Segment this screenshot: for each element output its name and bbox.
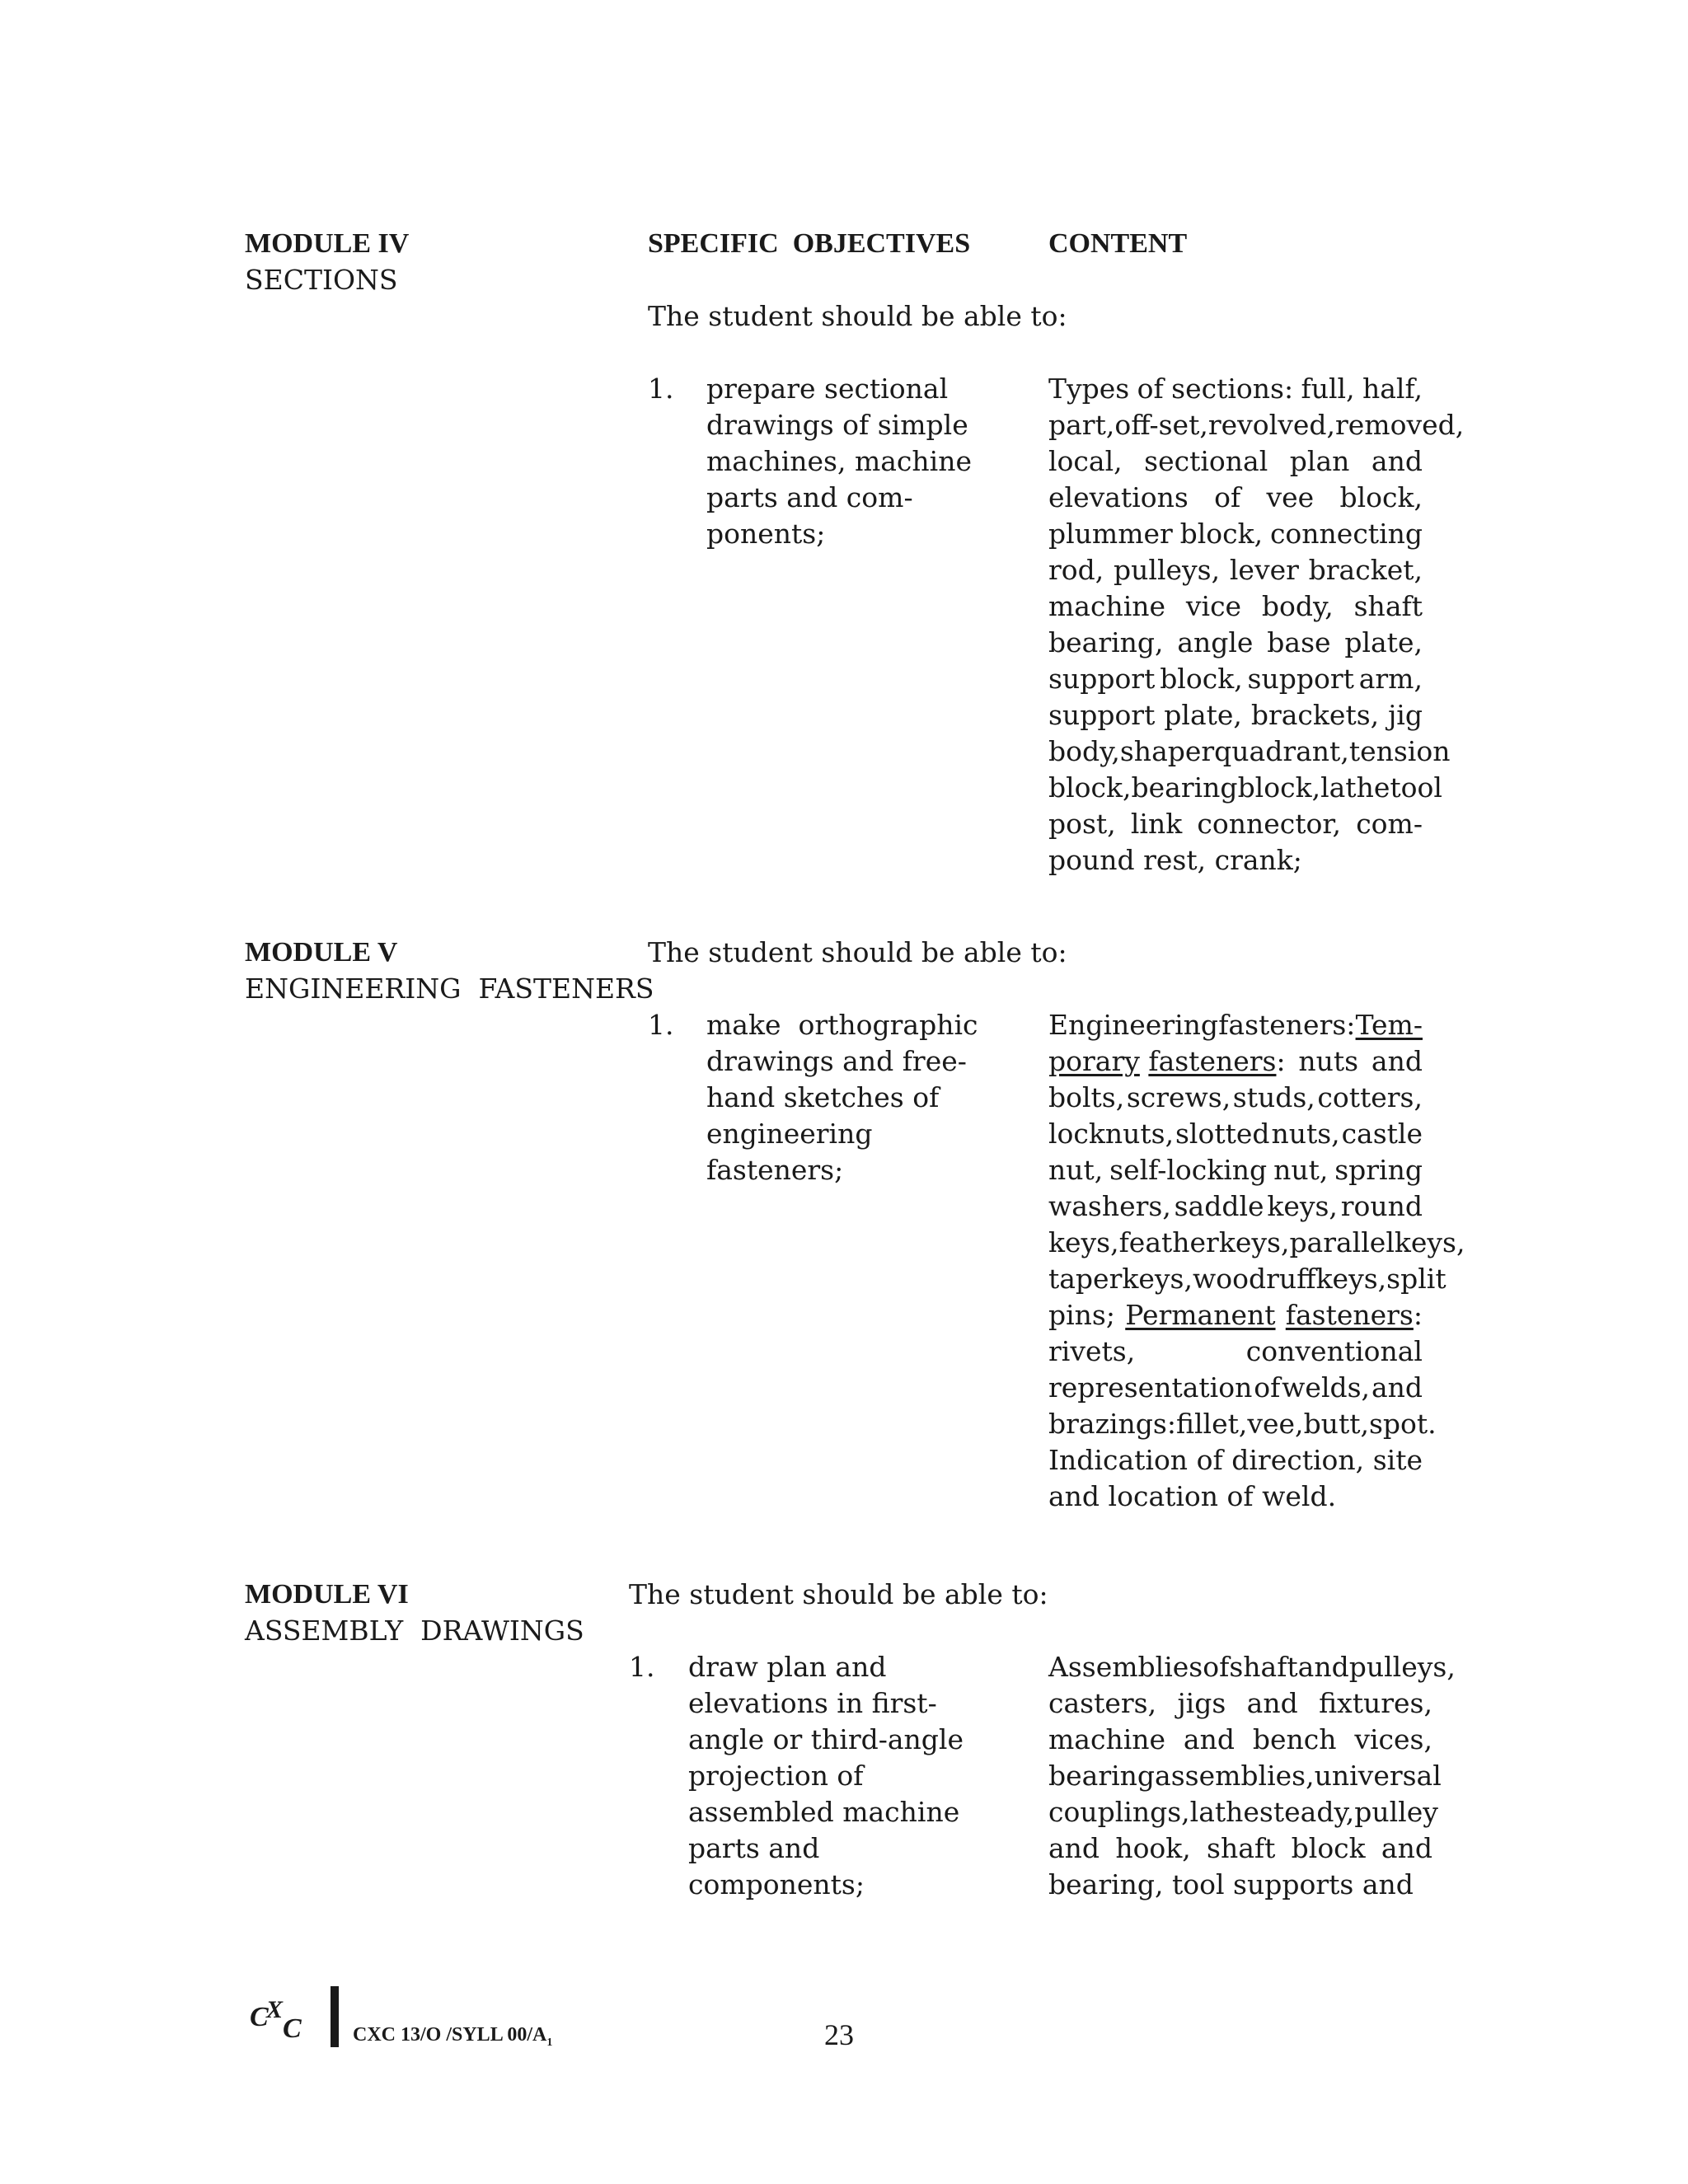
objective-line: drawings and free- (706, 1045, 967, 1077)
content-line: Indication of direction, site (1048, 1444, 1423, 1476)
content-header: CONTENT (1048, 228, 1188, 259)
content-line: block, bearing block, lathe tool (1048, 771, 1442, 804)
content-line: couplings, lathe steady, pulley (1048, 1796, 1438, 1828)
content-line: washers, saddle keys, round (1048, 1190, 1423, 1222)
module-vi-intro: The student should be able to: (629, 1578, 1048, 1610)
objective-line: make orthographic (706, 1009, 978, 1041)
module-v-title: MODULE V (245, 937, 398, 968)
module-iv-subtitle: SECTIONS (245, 264, 398, 296)
content-line: brazings: fillet, vee, butt, spot. (1048, 1408, 1437, 1440)
objective-line: draw plan and (688, 1651, 887, 1683)
content-line: rod, pulleys, lever bracket, (1048, 554, 1423, 586)
cxc-logo (250, 1993, 309, 2042)
module-v-intro: The student should be able to: (648, 936, 1067, 968)
objective-line: engineering (706, 1118, 873, 1150)
content-line: support plate, brackets, jig (1048, 699, 1423, 731)
footer-divider (331, 1986, 339, 2047)
objective-line: ponents; (706, 518, 826, 550)
objective-line: hand sketches of (706, 1081, 940, 1113)
objective-line: parts and com- (706, 481, 913, 513)
objective-line: angle or third-angle (688, 1723, 964, 1755)
objective-line: components; (688, 1868, 865, 1900)
objective-line: projection of (688, 1760, 864, 1792)
content-line: Types of sections: full, half, (1048, 373, 1423, 405)
content-line: and location of weld. (1048, 1480, 1337, 1512)
svg-text:C: C (283, 2013, 302, 2042)
content-line: machine and bench vices, (1048, 1723, 1432, 1755)
module-vi-objective-number: 1. (629, 1651, 655, 1683)
syllabus-code (353, 2024, 552, 2050)
objective-line: fasteners; (706, 1154, 844, 1186)
content-line: rivets, conventional (1048, 1335, 1423, 1367)
specific-objectives-header: SPECIFIC OBJECTIVES (648, 228, 971, 259)
module-vi-objective (688, 1649, 964, 1903)
objective-line: prepare sectional (706, 373, 949, 405)
syllabus-code-text: CXC 13/O /SYLL 00/A (353, 2024, 547, 2046)
syllabus-code-sub: 1 (546, 2036, 553, 2049)
content-line: bearing, tool supports and (1048, 1868, 1414, 1900)
content-line: bearing assemblies, universal (1048, 1760, 1442, 1792)
content-line: nut, self-locking nut, spring (1048, 1154, 1423, 1186)
content-line: porary fasteners: nuts and (1048, 1045, 1423, 1077)
module-iv-content (1048, 371, 1465, 879)
module-iv-title: MODULE IV (245, 228, 410, 259)
content-line: machine vice body, shaft (1048, 590, 1423, 622)
content-line: locknuts, slotted nuts, castle (1048, 1118, 1423, 1150)
content-line: bearing, angle base plate, (1048, 626, 1423, 658)
objective-line: parts and (688, 1832, 820, 1864)
module-iv-objective-number: 1. (648, 373, 674, 405)
module-iv-objective (706, 371, 972, 552)
content-line: taper keys, woodruff keys, split (1048, 1263, 1447, 1295)
svg-text:X: X (266, 1996, 284, 2023)
module-vi-content (1048, 1649, 1456, 1903)
content-line: pound rest, crank; (1048, 844, 1302, 876)
module-v-objective-number: 1. (648, 1009, 674, 1041)
content-line: elevations of vee block, (1048, 481, 1423, 513)
module-iv-intro: The student should be able to: (648, 300, 1067, 332)
module-v-objective (706, 1007, 978, 1188)
content-line: local, sectional plan and (1048, 445, 1423, 477)
objective-line: elevations in first- (688, 1687, 937, 1719)
content-line: bolts, screws, studs, cotters, (1048, 1081, 1423, 1113)
content-line: keys, feather keys, parallel keys, (1048, 1226, 1465, 1258)
content-line: pins; Permanent fasteners: (1048, 1299, 1423, 1331)
content-line: casters, jigs and fixtures, (1048, 1687, 1432, 1719)
content-line: post, link connector, com- (1048, 808, 1423, 840)
objective-line: drawings of simple (706, 409, 968, 441)
content-line: support block, support arm, (1048, 663, 1423, 695)
module-v-subtitle: ENGINEERING FASTENERS (245, 972, 654, 1005)
page-number: 23 (824, 2018, 854, 2051)
module-vi-title: MODULE VI (245, 1579, 409, 1610)
svg-text:C: C (250, 2002, 269, 2032)
content-line: plummer block, connecting (1048, 518, 1423, 550)
module-v-content (1048, 1007, 1465, 1515)
module-vi-subtitle: ASSEMBLY DRAWINGS (245, 1615, 584, 1647)
content-line: representation of welds, and (1048, 1371, 1423, 1404)
content-line: Assemblies of shaft and pulleys, (1048, 1651, 1456, 1683)
objective-line: machines, machine (706, 445, 972, 477)
content-line: part, off-set, revolved, removed, (1048, 409, 1465, 441)
content-line: and hook, shaft block and (1048, 1832, 1432, 1864)
content-line: body, shaper quadrant, tension (1048, 735, 1451, 767)
objective-line: assembled machine (688, 1796, 960, 1828)
content-line: Engineering fasteners: Tem- (1048, 1009, 1423, 1041)
